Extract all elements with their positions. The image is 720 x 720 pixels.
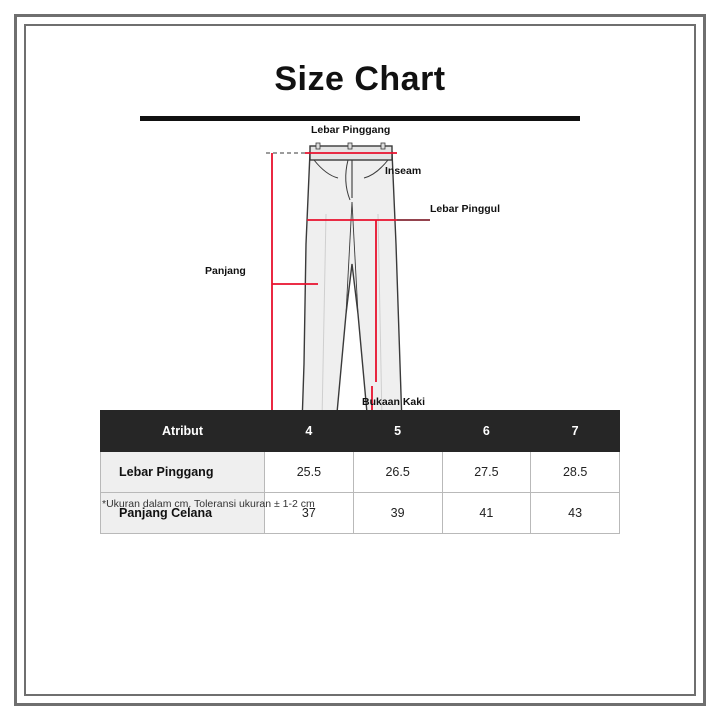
table-header-size-7: 7 xyxy=(531,411,620,452)
title-underline xyxy=(140,116,580,121)
table-header-row xyxy=(101,411,620,452)
label-lebar-pinggul: Lebar Pinggul xyxy=(430,203,501,215)
size-table-wrapper xyxy=(100,410,620,534)
label-bukaan-kaki: Bukaan Kaki xyxy=(362,396,426,408)
table-header-attribute: Atribut xyxy=(101,411,265,452)
label-lebar-pinggang: Lebar Pinggang xyxy=(311,124,391,136)
measurement-note: *Ukuran dalam cm. Toleransi ukuran ± 1-2 cm xyxy=(102,498,315,510)
table-row xyxy=(101,452,620,493)
trousers-illustration xyxy=(100,124,620,410)
cell-length-size-5: 39 xyxy=(353,493,442,534)
cell-length-size-4: 37 xyxy=(265,493,354,534)
trousers-shape xyxy=(302,143,402,410)
cell-waist-size-5: 26.5 xyxy=(353,452,442,493)
row-label-lebar-pinggang: Lebar Pinggang xyxy=(101,452,265,493)
page-title: Size Chart xyxy=(274,60,446,98)
label-inseam: Inseam xyxy=(385,165,422,177)
page-content xyxy=(40,40,680,680)
cell-waist-size-4: 25.5 xyxy=(265,452,354,493)
size-table xyxy=(100,410,620,534)
table-header-size-6: 6 xyxy=(442,411,531,452)
label-panjang: Panjang xyxy=(205,265,246,277)
table-header-size-4: 4 xyxy=(265,411,354,452)
row-label-panjang-celana: Panjang Celana xyxy=(101,493,265,534)
cell-length-size-6: 41 xyxy=(442,493,531,534)
table-header-size-5: 5 xyxy=(353,411,442,452)
cell-waist-size-6: 27.5 xyxy=(442,452,531,493)
cell-waist-size-7: 28.5 xyxy=(531,452,620,493)
trousers-measurement-diagram xyxy=(100,124,620,410)
cell-length-size-7: 43 xyxy=(531,493,620,534)
